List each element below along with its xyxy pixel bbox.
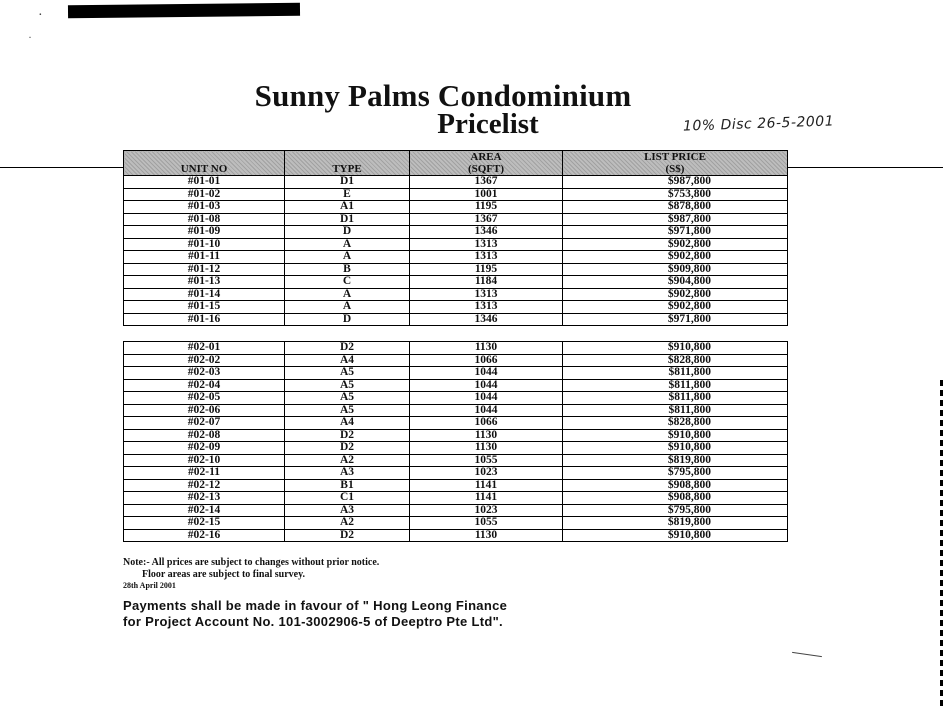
cell-type: B1	[285, 479, 410, 492]
cell-list-price: $811,800	[563, 392, 788, 405]
cell-unit-no: #01-10	[124, 238, 285, 251]
cell-area: 1367	[410, 213, 563, 226]
cell-type: A3	[285, 467, 410, 480]
cell-area: 1130	[410, 429, 563, 442]
cell-list-price: $910,800	[563, 429, 788, 442]
cell-type: D	[285, 226, 410, 239]
header-type: TYPE	[285, 151, 410, 176]
cell-unit-no: #02-06	[124, 404, 285, 417]
document-subtitle: Pricelist	[437, 108, 539, 140]
cell-list-price: $811,800	[563, 379, 788, 392]
cell-unit-no: #01-16	[124, 313, 285, 326]
table-header-row	[124, 151, 788, 176]
table-row	[124, 188, 788, 201]
cell-unit-no: #01-13	[124, 276, 285, 289]
table-row	[124, 201, 788, 214]
table-row	[124, 504, 788, 517]
cell-area: 1066	[410, 417, 563, 430]
cell-type: A5	[285, 404, 410, 417]
table-row	[124, 442, 788, 455]
table-row	[124, 176, 788, 189]
cell-unit-no: #01-01	[124, 176, 285, 189]
cell-unit-no: #02-11	[124, 467, 285, 480]
table-row	[124, 392, 788, 405]
table-row	[124, 288, 788, 301]
cell-list-price: $828,800	[563, 354, 788, 367]
cell-unit-no: #01-09	[124, 226, 285, 239]
header-area: AREA (SQFT)	[410, 151, 563, 176]
cell-list-price: $753,800	[563, 188, 788, 201]
table-row	[124, 263, 788, 276]
cell-area: 1367	[410, 176, 563, 189]
cell-unit-no: #02-16	[124, 529, 285, 542]
cell-area: 1313	[410, 301, 563, 314]
cell-type: A2	[285, 454, 410, 467]
notes	[123, 557, 379, 581]
price-table-floor-1	[123, 150, 788, 326]
cell-type: D1	[285, 213, 410, 226]
cell-type: C1	[285, 492, 410, 505]
cell-area: 1346	[410, 313, 563, 326]
cell-area: 1044	[410, 392, 563, 405]
cell-unit-no: #01-03	[124, 201, 285, 214]
price-table-floor-2	[123, 341, 788, 542]
cell-list-price: $795,800	[563, 504, 788, 517]
redaction-bar	[68, 3, 300, 18]
cell-unit-no: #02-12	[124, 479, 285, 492]
table-row	[124, 492, 788, 505]
cell-list-price: $902,800	[563, 238, 788, 251]
cell-unit-no: #02-04	[124, 379, 285, 392]
cell-area: 1313	[410, 251, 563, 264]
cell-unit-no: #01-08	[124, 213, 285, 226]
cell-type: D1	[285, 176, 410, 189]
table-row	[124, 301, 788, 314]
cell-type: A4	[285, 417, 410, 430]
cell-type: D2	[285, 429, 410, 442]
cell-type: D2	[285, 342, 410, 355]
cell-area: 1130	[410, 442, 563, 455]
table-row	[124, 354, 788, 367]
table-row	[124, 529, 788, 542]
scan-mark	[792, 652, 822, 657]
cell-area: 1313	[410, 238, 563, 251]
cell-type: D2	[285, 442, 410, 455]
table-row	[124, 367, 788, 380]
cell-area: 1023	[410, 504, 563, 517]
table-row	[124, 342, 788, 355]
cell-list-price: $902,800	[563, 288, 788, 301]
cell-unit-no: #02-10	[124, 454, 285, 467]
cell-area: 1055	[410, 517, 563, 530]
cell-unit-no: #01-15	[124, 301, 285, 314]
cell-type: E	[285, 188, 410, 201]
cell-type: A5	[285, 392, 410, 405]
scan-mark: ·	[38, 8, 43, 23]
cell-unit-no: #01-14	[124, 288, 285, 301]
cell-area: 1141	[410, 479, 563, 492]
cell-type: A5	[285, 379, 410, 392]
cell-list-price: $819,800	[563, 454, 788, 467]
cell-type: A	[285, 238, 410, 251]
cell-unit-no: #02-13	[124, 492, 285, 505]
table-row	[124, 276, 788, 289]
cell-area: 1066	[410, 354, 563, 367]
cell-area: 1023	[410, 467, 563, 480]
cell-unit-no: #02-09	[124, 442, 285, 455]
table-row	[124, 226, 788, 239]
cell-area: 1195	[410, 201, 563, 214]
document-date: 28th April 2001	[123, 581, 176, 590]
payment-line-2: for Project Account No. 101-3002906-5 of Deeptro Pte Ltd".	[123, 614, 503, 629]
cell-unit-no: #02-01	[124, 342, 285, 355]
cell-type: A	[285, 288, 410, 301]
cell-type: A4	[285, 354, 410, 367]
cell-area: 1044	[410, 367, 563, 380]
header-list-price: LIST PRICE (S$)	[563, 151, 788, 176]
table-row	[124, 313, 788, 326]
cell-list-price: $811,800	[563, 404, 788, 417]
cell-type: A	[285, 251, 410, 264]
cell-list-price: $795,800	[563, 467, 788, 480]
cell-unit-no: #01-02	[124, 188, 285, 201]
cell-area: 1346	[410, 226, 563, 239]
cell-area: 1184	[410, 276, 563, 289]
cell-unit-no: #01-11	[124, 251, 285, 264]
cell-unit-no: #02-15	[124, 517, 285, 530]
cell-list-price: $908,800	[563, 492, 788, 505]
table-row	[124, 404, 788, 417]
handwritten-note: 10% Disc 26-5-2001	[682, 113, 835, 135]
cell-list-price: $987,800	[563, 176, 788, 189]
cell-list-price: $811,800	[563, 367, 788, 380]
cell-type: A	[285, 301, 410, 314]
cell-list-price: $902,800	[563, 301, 788, 314]
table-row	[124, 479, 788, 492]
table-row	[124, 213, 788, 226]
header-unit-no: UNIT NO	[124, 151, 285, 176]
table-row	[124, 467, 788, 480]
table-row	[124, 454, 788, 467]
cell-area: 1044	[410, 404, 563, 417]
cell-area: 1141	[410, 492, 563, 505]
cell-type: A1	[285, 201, 410, 214]
table-row	[124, 238, 788, 251]
cell-area: 1130	[410, 342, 563, 355]
cell-unit-no: #02-03	[124, 367, 285, 380]
cell-list-price: $910,800	[563, 342, 788, 355]
cell-unit-no: #01-12	[124, 263, 285, 276]
cell-type: C	[285, 276, 410, 289]
cell-type: A2	[285, 517, 410, 530]
payment-instructions	[123, 598, 507, 630]
table-row	[124, 429, 788, 442]
cell-list-price: $819,800	[563, 517, 788, 530]
scan-mark: ·	[28, 30, 32, 44]
cell-list-price: $910,800	[563, 442, 788, 455]
cell-list-price: $878,800	[563, 201, 788, 214]
cell-type: D	[285, 313, 410, 326]
cell-area: 1130	[410, 529, 563, 542]
cell-area: 1055	[410, 454, 563, 467]
note-line-2: Floor areas are subject to final survey.	[142, 569, 306, 580]
note-line-1: Note:- All prices are subject to changes without prior notice.	[123, 557, 380, 568]
payment-line-1: Payments shall be made in favour of " Hong Leong Finance	[123, 598, 508, 613]
cell-list-price: $902,800	[563, 251, 788, 264]
cell-unit-no: #02-08	[124, 429, 285, 442]
cell-unit-no: #02-07	[124, 417, 285, 430]
table-row	[124, 517, 788, 530]
cell-list-price: $971,800	[563, 226, 788, 239]
cell-list-price: $910,800	[563, 529, 788, 542]
cell-type: A3	[285, 504, 410, 517]
cell-unit-no: #02-14	[124, 504, 285, 517]
cell-list-price: $909,800	[563, 263, 788, 276]
cell-list-price: $904,800	[563, 276, 788, 289]
cell-area: 1313	[410, 288, 563, 301]
table-row	[124, 417, 788, 430]
cell-type: A5	[285, 367, 410, 380]
cell-unit-no: #02-05	[124, 392, 285, 405]
cell-list-price: $828,800	[563, 417, 788, 430]
cell-area: 1044	[410, 379, 563, 392]
table-row	[124, 251, 788, 264]
document-title: Sunny Palms Condominium	[254, 78, 632, 113]
cell-list-price: $987,800	[563, 213, 788, 226]
table-row	[124, 379, 788, 392]
cell-list-price: $908,800	[563, 479, 788, 492]
cell-area: 1001	[410, 188, 563, 201]
cell-type: D2	[285, 529, 410, 542]
cell-type: B	[285, 263, 410, 276]
cell-area: 1195	[410, 263, 563, 276]
cell-list-price: $971,800	[563, 313, 788, 326]
cell-unit-no: #02-02	[124, 354, 285, 367]
